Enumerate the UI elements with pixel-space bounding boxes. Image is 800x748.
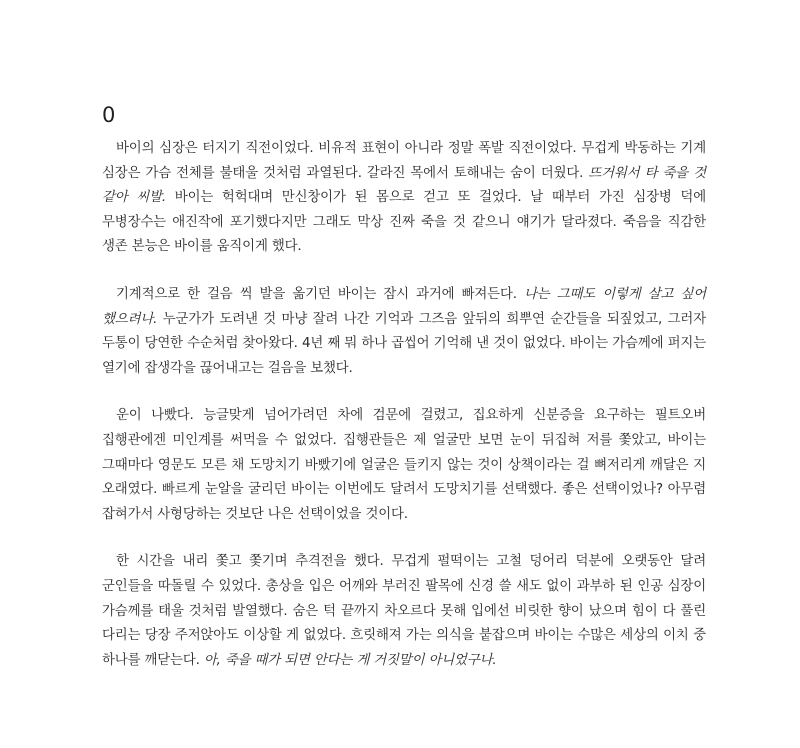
paragraph-text: 바이는 헉헉대며 만신창이가 된 몸으로 걷고 또 걸었다. 날 때부터 가진 심장병 덕에 무병장수는 애진작에 포기했다지만 그래도 막상 진짜 죽을 것 같으니 얘기가 달라졌다. 죽음을 직감한 생존 본능은 바이를 움직이게 했다. bbox=[102, 190, 706, 255]
paragraph-text: 한 시간을 내리 쫓고 쫓기며 추격전을 했다. 무겁게 펄떡이는 고철 덩어리 덕분에 오랫동안 달려 군인들을 따돌릴 수 있었다. 총상을 입은 어깨와 부러진 팔목에 신경 쓸 새도 없이 과부하 된 인공 심장이 가슴께를 태울 것처럼 발열했다. 숨은 턱 끝까지 차오르다 못해 입에선 비릿한 향이 났으며 힘이 다 풀린 다리는 당장 주저앉아도 이상할 게 없었다. 흐릿해져 가는 의식을 붙잡으며 바이는 수많은 세상의 이치 중 하나를 깨닫는다. bbox=[102, 554, 706, 668]
paragraph-italic-text: 뜨거워서 타 죽을 것 같아 씨발. bbox=[102, 165, 706, 206]
paragraph-text: 바이의 심장은 터지기 직전이었다. 비유적 표현이 아니라 정말 폭발 직전이었다. 무겁게 박동하는 기계 심장은 가슴 전체를 불태울 것처럼 과열된다. 갈라진 목에서 토해내는 숨이 더웠다. bbox=[102, 141, 706, 181]
document-page bbox=[102, 100, 706, 696]
paragraph-text: 누군가가 도려낸 것 마냥 잘려 나간 기억과 그즈음 앞뒤의 희뿌연 순간들을 되짚었고, 그러자 두통이 당연한 수순처럼 찾아왔다. 4년 째 뭐 하나 곱씹어 기억해 낸 것이 없었다. 바이는 가슴께에 퍼지는 열기에 잡생각을 끊어내고는 걸음을 보챘다. bbox=[102, 311, 706, 376]
paragraph bbox=[102, 404, 706, 527]
paragraph-italic-text: 아, 죽을 때가 되면 안다는 게 거짓말이 아니었구나. bbox=[203, 652, 497, 668]
paragraph-italic-text: 나는 그때도 이렇게 살고 싶어 했으려나. bbox=[102, 286, 706, 327]
paragraph bbox=[102, 283, 706, 381]
paragraph-text: 운이 나빴다. 능글맞게 넘어가려던 차에 검문에 걸렸고, 집요하게 신분증을 요구하는 필트오버 집행관에겐 미인계를 써먹을 수 없었다. 집행관들은 제 얼굴만 보면 눈이 뒤집혀 저를 쫓았고, 바이는 그때마다 영문도 모른 채 도망치기 바빴기에 얼굴은 들키지 않는 것이 상책이라는 걸 뼈저리게 깨달은 지 오래였다. 빠르게 눈알을 굴리던 바이는 이번에도 달려서 도망치기를 선택했다. 좋은 선택이었나? 아무렴 잡혀가서 사형당하는 것보단 나은 선택이었을 것이다. bbox=[102, 408, 706, 522]
paragraph bbox=[102, 137, 706, 260]
paragraph-text: 기계적으로 한 걸음 씩 발을 옮기던 바이는 잠시 과거에 빠져든다. bbox=[116, 286, 524, 302]
paragraph bbox=[102, 550, 706, 673]
chapter-number: 0 bbox=[102, 103, 116, 127]
